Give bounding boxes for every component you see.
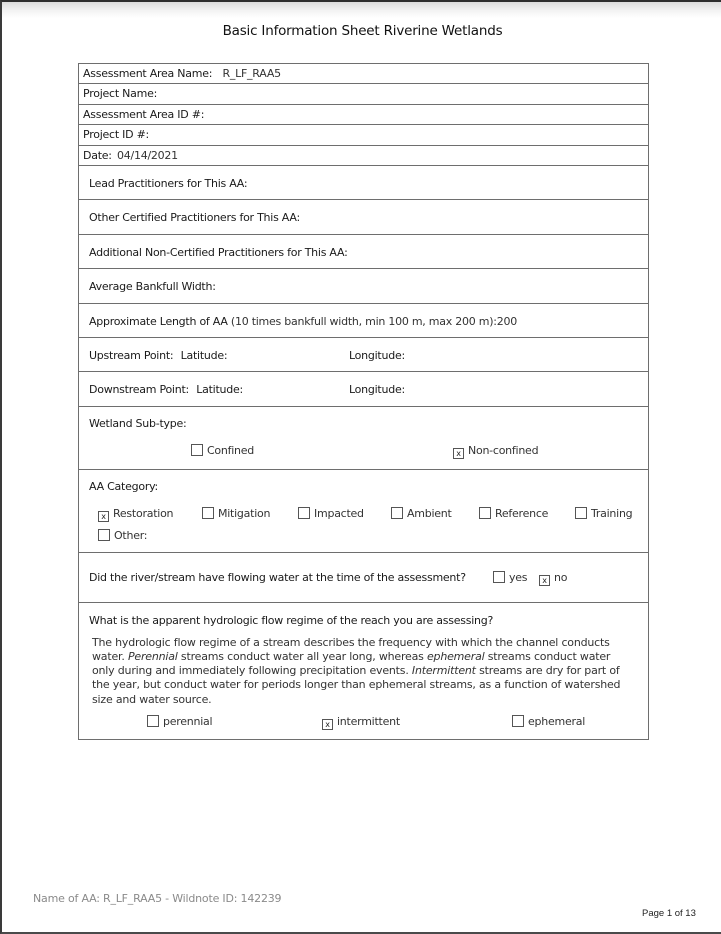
subtype-non-confined-label: Non-confined (468, 443, 539, 457)
row-downstream-point (79, 372, 648, 406)
flowing-yes-label: yes (509, 570, 528, 584)
average-bankfull-width-label: Average Bankfull Width: (89, 280, 216, 294)
flowing-no-label: no (554, 570, 568, 584)
approx-length-label: Approximate Length of AA (89, 314, 228, 328)
category-option-mitigation[interactable] (202, 507, 270, 520)
downstream-longitude-label: Longitude: (349, 383, 405, 397)
document-title: Basic Information Sheet Riverine Wetlands (222, 23, 503, 39)
row-additional-non-certified (79, 235, 648, 269)
date-label: Date: (83, 148, 112, 162)
subtype-option-non-confined[interactable] (453, 444, 538, 459)
category-option-training[interactable] (575, 507, 632, 520)
category-impacted-label: Impacted (314, 506, 364, 520)
assessment-area-id-label: Assessment Area ID #: (83, 107, 205, 121)
category-option-reference[interactable] (479, 507, 548, 520)
checkbox-unchecked-icon[interactable] (98, 529, 110, 541)
info-sheet-form (78, 63, 649, 740)
additional-non-certified-label: Additional Non-Certified Practitioners for This AA: (89, 245, 348, 259)
project-id-label: Project ID #: (83, 128, 150, 142)
checkbox-checked-icon[interactable]: x (453, 448, 464, 459)
regime-option-ephemeral[interactable] (512, 715, 585, 728)
upstream-longitude-label: Longitude: (349, 348, 405, 362)
category-mitigation-label: Mitigation (218, 506, 271, 520)
category-other-label: Other: (114, 528, 148, 542)
flowing-option-yes[interactable] (493, 571, 527, 584)
regime-intermittent-label: intermittent (337, 714, 400, 728)
checkbox-unchecked-icon[interactable] (147, 715, 159, 727)
checkbox-unchecked-icon[interactable] (493, 571, 505, 583)
checkbox-unchecked-icon[interactable] (512, 715, 524, 727)
checkbox-unchecked-icon[interactable] (191, 444, 203, 456)
checkbox-unchecked-icon[interactable] (479, 507, 491, 519)
row-flow-regime (79, 603, 648, 739)
other-certified-label: Other Certified Practitioners for This AA: (89, 211, 300, 225)
row-aa-category (79, 470, 648, 553)
row-flowing-water (79, 553, 648, 603)
row-upstream-point (79, 338, 648, 372)
checkbox-unchecked-icon[interactable] (575, 507, 587, 519)
row-lead-practitioners (79, 166, 648, 200)
approx-length-note: (10 times bankfull width, min 100 m, max 200 m): (230, 314, 497, 328)
project-name-label: Project Name: (83, 87, 158, 101)
category-reference-label: Reference (495, 506, 549, 520)
row-other-certified (79, 200, 648, 234)
category-training-label: Training (591, 506, 633, 520)
checkbox-unchecked-icon[interactable] (298, 507, 310, 519)
checkbox-checked-icon[interactable]: x (98, 511, 109, 522)
category-option-restoration[interactable] (98, 507, 173, 522)
checkbox-unchecked-icon[interactable] (391, 507, 403, 519)
category-option-ambient[interactable] (391, 507, 452, 520)
row-project-name (79, 84, 648, 104)
row-assessment-area-name (79, 64, 648, 84)
regime-option-intermittent[interactable] (322, 715, 400, 730)
page-number: Page 1 of 13 (642, 908, 696, 919)
footer-aa-info: Name of AA: R_LF_RAA5 - Wildnote ID: 142239 (33, 892, 282, 905)
subtype-option-confined[interactable] (191, 444, 254, 457)
assessment-area-name-value[interactable]: R_LF_RAA5 (222, 67, 281, 80)
row-approx-length (79, 304, 648, 338)
regime-perennial-label: perennial (163, 714, 213, 728)
category-restoration-label: Restoration (113, 506, 174, 520)
category-option-impacted[interactable] (298, 507, 364, 520)
category-ambient-label: Ambient (407, 506, 452, 520)
upstream-latitude-label: Latitude: (180, 348, 228, 362)
lead-practitioners-label: Lead Practitioners for This AA: (89, 176, 248, 190)
viewer-top-shadow (2, 2, 721, 18)
category-option-other[interactable] (98, 529, 147, 542)
row-assessment-area-id (79, 105, 648, 125)
date-value[interactable]: 04/14/2021 (117, 148, 178, 162)
approx-length-value[interactable]: 200 (496, 314, 517, 328)
flow-regime-description: The hydrologic flow regime of a stream describes the frequency with which the channel conducts water. Perennial streams conduct water all year long, whereas ephemeral streams conduct water only during and immediately following precipitation events. Intermittent streams are dry for part of the year, but conduct water for periods longer than ephemeral streams, as a function of watershed size and water source. (92, 635, 621, 706)
regime-option-perennial[interactable] (147, 715, 212, 728)
upstream-point-label: Upstream Point: (89, 348, 174, 362)
checkbox-unchecked-icon[interactable] (202, 507, 214, 519)
flow-regime-question: What is the apparent hydrologic flow regime of the reach you are assessing? (89, 613, 494, 627)
aa-category-label: AA Category: (89, 479, 159, 493)
downstream-latitude-label: Latitude: (196, 383, 243, 397)
row-date (79, 146, 648, 166)
wetland-subtype-label: Wetland Sub-type: (89, 416, 187, 430)
downstream-point-label: Downstream Point: (89, 383, 189, 397)
checkbox-checked-icon[interactable]: x (539, 575, 550, 586)
checkbox-checked-icon[interactable]: x (322, 719, 333, 730)
row-average-bankfull-width (79, 269, 648, 303)
flowing-water-question: Did the river/stream have flowing water at the time of the assessment? (89, 570, 466, 584)
assessment-area-name-label: Assessment Area Name: (83, 67, 213, 80)
row-project-id (79, 125, 648, 145)
regime-ephemeral-label: ephemeral (528, 714, 586, 728)
flowing-option-no[interactable] (539, 571, 567, 586)
row-wetland-subtype (79, 407, 648, 470)
subtype-confined-label: Confined (207, 443, 255, 457)
